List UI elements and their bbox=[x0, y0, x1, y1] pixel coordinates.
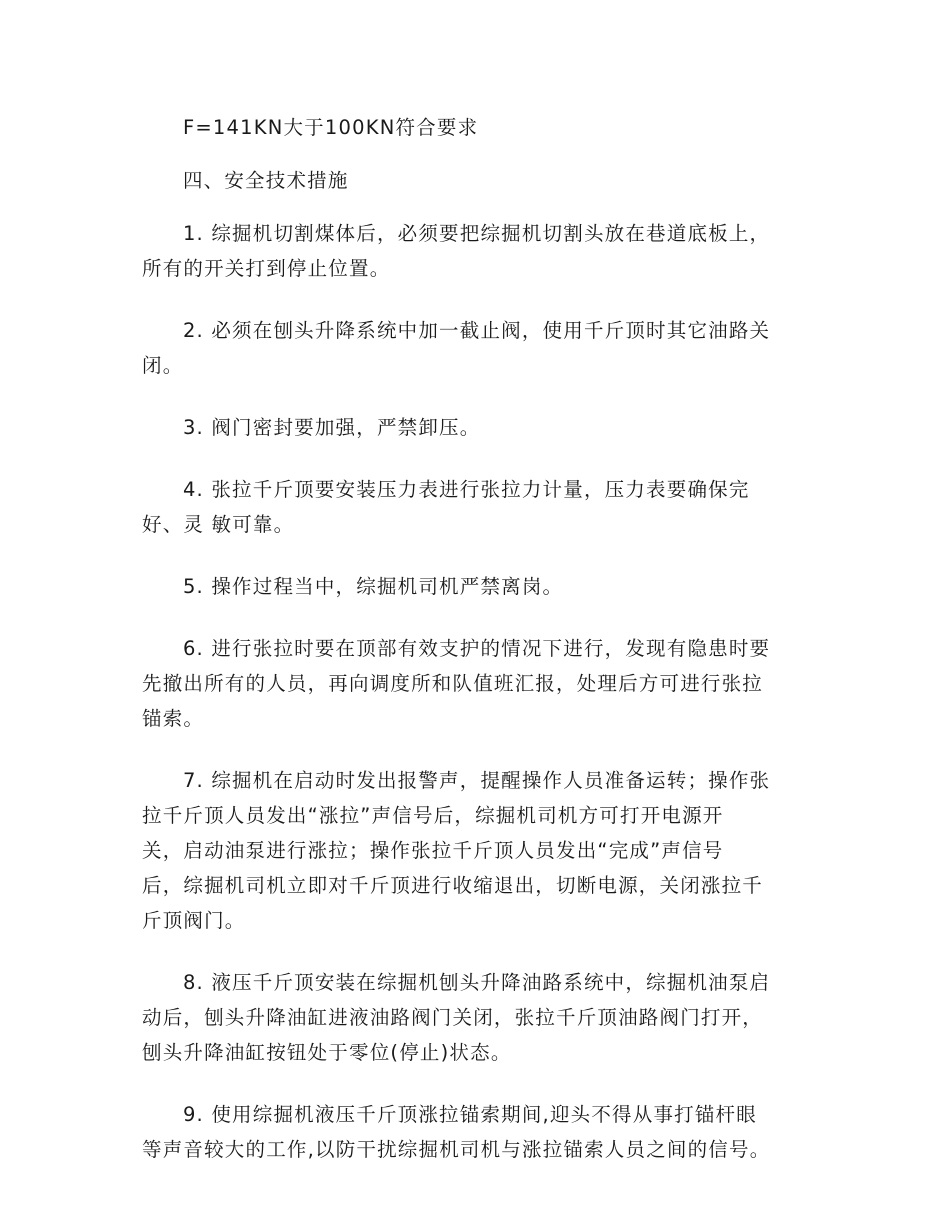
text-line: 6. 进行张拉时要在顶部有效支护的情况下进行，发现有隐患时要 bbox=[182, 637, 771, 660]
text-line: 动后，刨头升降油缸进液油路阀门关闭，张拉千斤顶油路阀门打开， bbox=[142, 1006, 764, 1029]
measure-item-1 bbox=[142, 216, 810, 286]
measure-item-8 bbox=[142, 965, 810, 1070]
section-heading bbox=[142, 163, 810, 198]
measure-item-3 bbox=[142, 410, 810, 445]
text-line: 刨头升降油缸按钮处于零位(停止)状态。 bbox=[142, 1041, 512, 1064]
text-line: 关，启动油泵进行涨拉；操作张拉千斤顶人员发出“完成”声信号 bbox=[142, 839, 724, 862]
text-line: 闭。 bbox=[142, 354, 184, 377]
text-line: 8. 液压千斤顶安装在综掘机刨头升降油路系统中，综掘机油泵启 bbox=[182, 971, 771, 994]
text-line: 5. 操作过程当中，综掘机司机严禁离岗。 bbox=[182, 575, 564, 598]
measure-item-9 bbox=[142, 1097, 810, 1167]
measure-item-5 bbox=[142, 569, 810, 604]
text-line: 7. 综掘机在启动时发出报警声，提醒操作人员准备运转；操作张 bbox=[182, 769, 771, 792]
text-line: 好、灵 敏可靠。 bbox=[142, 513, 295, 536]
text-line: 斤顶阀门。 bbox=[142, 909, 246, 932]
text-line: 拉千斤顶人员发出“涨拉”声信号后，综掘机司机方可打开电源开 bbox=[142, 804, 724, 827]
measure-item-4 bbox=[142, 472, 810, 542]
text-line: 所有的开关打到停止位置。 bbox=[142, 257, 391, 280]
measure-item-7 bbox=[142, 763, 810, 938]
text-line: 先撤出所有的人员，再向调度所和队值班汇报，处理后方可进行张拉 bbox=[142, 672, 764, 695]
text-line: F=141KN大于100KN符合要求 bbox=[182, 116, 479, 139]
text-line: 2. 必须在刨头升降系统中加一截止阀，使用千斤顶时其它油路关 bbox=[182, 319, 771, 342]
text-line: 等声音较大的工作,以防干扰综掘机司机与涨拉锚索人员之间的信号。 bbox=[142, 1138, 771, 1161]
text-line: 锚索。 bbox=[142, 707, 205, 730]
formula-line bbox=[142, 110, 810, 145]
text-line: 4. 张拉千斤顶要安装压力表进行张拉力计量，压力表要确保完 bbox=[182, 478, 750, 501]
text-line: 1. 综掘机切割煤体后，必须要把综掘机切割头放在巷道底板上， bbox=[182, 222, 771, 245]
text-line: 3. 阀门密封要加强，严禁卸压。 bbox=[182, 416, 481, 439]
measure-item-6 bbox=[142, 631, 810, 736]
text-line: 四、安全技术措施 bbox=[182, 169, 349, 192]
text-line: 后，综掘机司机立即对千斤顶进行收缩退出，切断电源，关闭涨拉千 bbox=[142, 874, 764, 897]
measure-item-2 bbox=[142, 313, 810, 383]
text-line: 9. 使用综掘机液压千斤顶涨拉锚索期间,迎头不得从事打锚杆眼 bbox=[182, 1103, 757, 1126]
